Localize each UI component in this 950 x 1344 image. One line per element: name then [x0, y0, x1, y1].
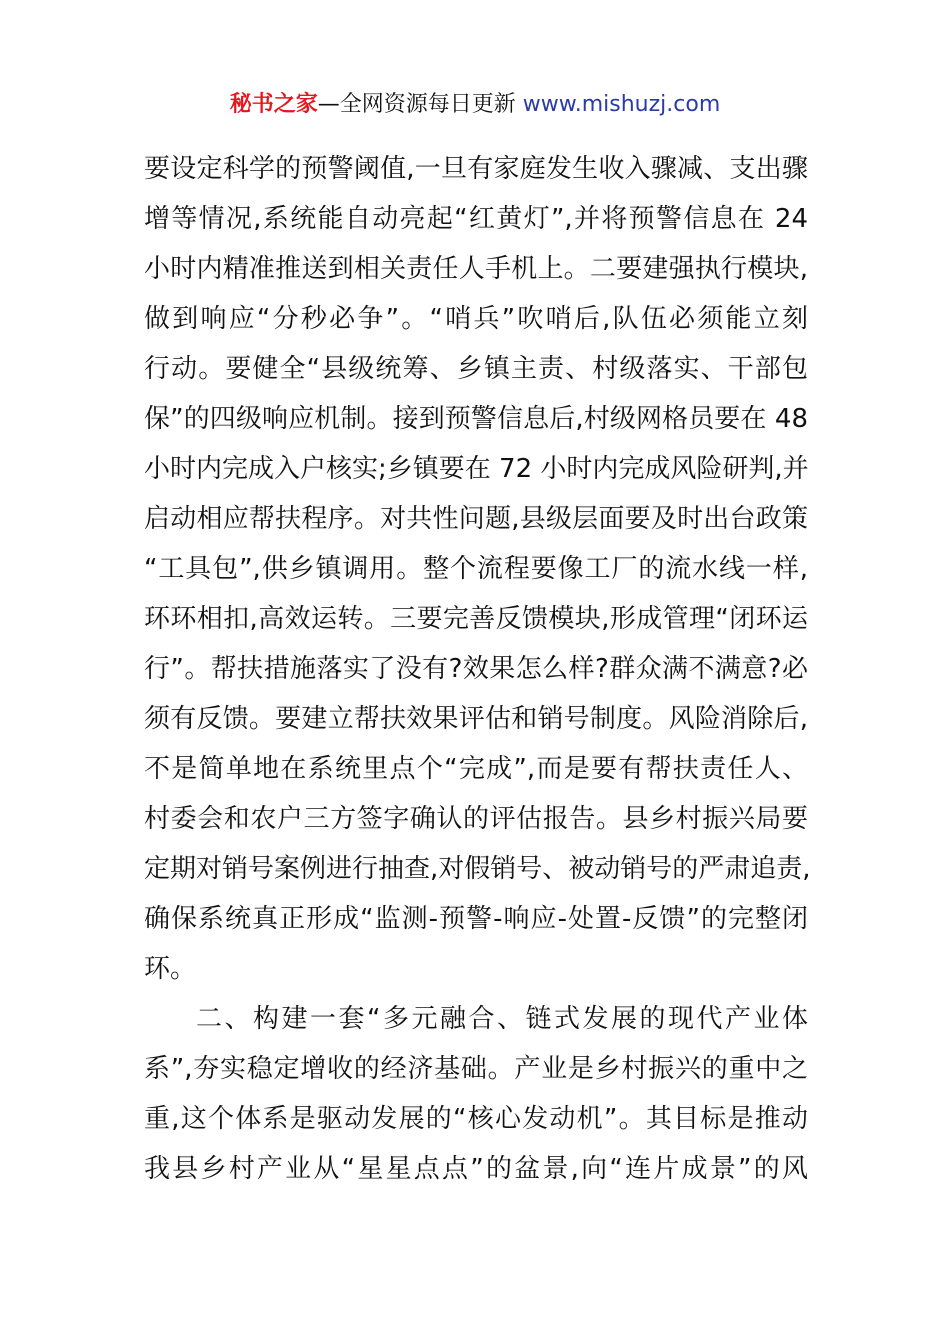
- text-line: 村委会和农户三方签字确认的评估报告。县乡村振兴局要: [144, 804, 808, 834]
- text-line: 环。: [144, 954, 197, 984]
- text-line: 环环相扣,高效运转。三要完善反馈模块,形成管理“闭环运: [144, 604, 808, 634]
- text-line: 行动。要健全“县级统筹、乡镇主责、村级落实、干部包: [144, 354, 808, 384]
- text-line: 做到响应“分秒必争”。“哨兵”吹哨后,队伍必须能立刻: [144, 304, 808, 334]
- website-link[interactable]: www.mishuzj.com: [515, 92, 721, 117]
- text-line: 保”的四级响应机制。接到预警信息后,村级网格员要在 48: [144, 404, 808, 434]
- text-line: 增等情况,系统能自动亮起“红黄灯”,并将预警信息在 24: [144, 204, 808, 234]
- text-line: 启动相应帮扶程序。对共性问题,县级层面要及时出台政策: [144, 504, 808, 534]
- header-tagline: —全网资源每日更新: [317, 92, 516, 117]
- page-header: [0, 88, 950, 122]
- paragraph-start-line: 二、构建一套“多元融合、链式发展的现代产业体: [196, 1004, 808, 1034]
- text-line: 定期对销号案例进行抽查,对假销号、被动销号的严肃追责,: [144, 854, 811, 884]
- body-text: [144, 144, 811, 1194]
- text-line: 小时内精准推送到相关责任人手机上。二要建强执行模块,: [144, 254, 808, 284]
- text-line: 不是简单地在系统里点个“完成”,而是要有帮扶责任人、: [144, 754, 808, 784]
- text-line: 小时内完成入户核实;乡镇要在 72 小时内完成风险研判,并: [144, 454, 809, 484]
- text-line: 要设定科学的预警阈值,一旦有家庭发生收入骤减、支出骤: [144, 154, 808, 184]
- text-line: 确保系统真正形成“监测-预警-响应-处置-反馈”的完整闭: [144, 904, 808, 934]
- text-line: 须有反馈。要建立帮扶效果评估和销号制度。风险消除后,: [144, 704, 808, 734]
- brand-name: 秘书之家: [229, 92, 318, 117]
- text-line: 系”,夯实稳定增收的经济基础。产业是乡村振兴的重中之: [144, 1054, 808, 1084]
- text-line: 行”。帮扶措施落实了没有?效果怎么样?群众满不满意?必: [144, 654, 808, 684]
- text-line: “工具包”,供乡镇调用。整个流程要像工厂的流水线一样,: [144, 554, 808, 584]
- text-line: 重,这个体系是驱动发展的“核心发动机”。其目标是推动: [144, 1104, 808, 1134]
- text-line: 我县乡村产业从“星星点点”的盆景,向“连片成景”的风: [144, 1154, 808, 1184]
